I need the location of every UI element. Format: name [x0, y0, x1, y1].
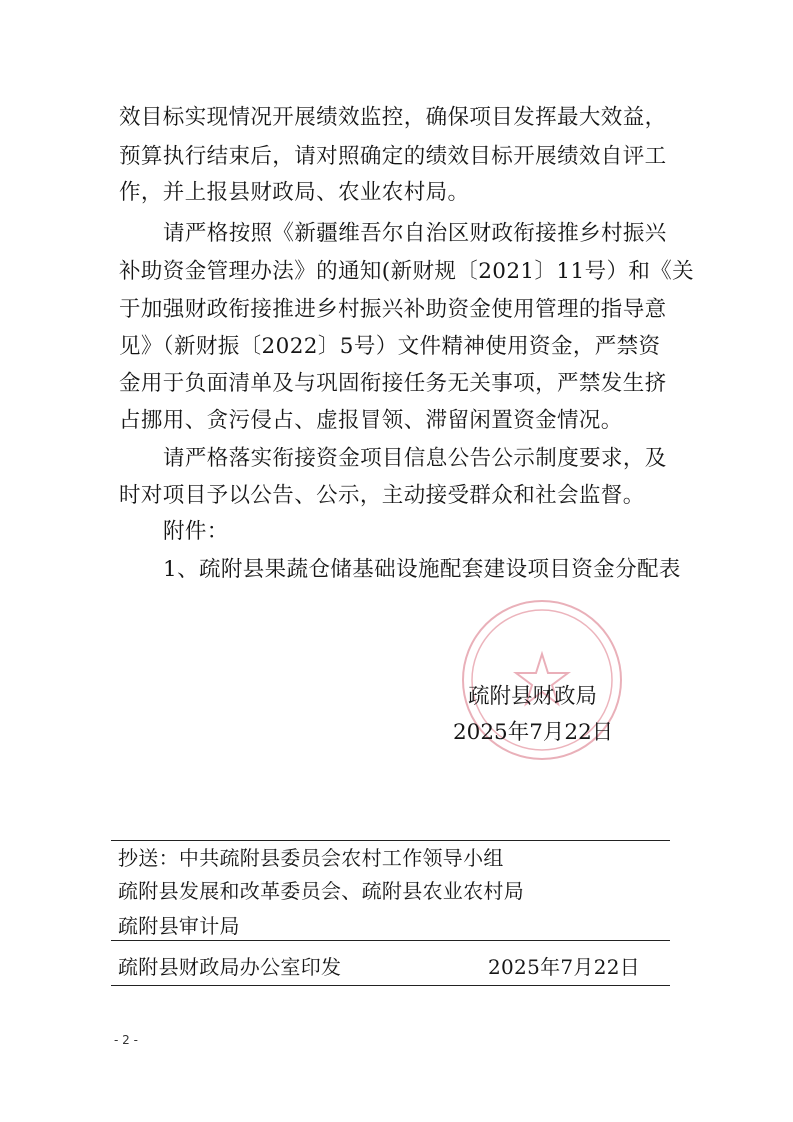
cc-line-1: 抄送：中共疏附县委员会农村工作领导小组 — [118, 846, 504, 870]
body-line-5: 补助资金管理办法》的通知(新财规〔2021〕11号）和《关 — [119, 259, 695, 284]
footer-rule-bottom — [111, 985, 670, 986]
body-line-4: 请严格按照《新疆维吾尔自治区财政衔接推乡村振兴 — [163, 221, 667, 246]
cc-line-3: 疏附县审计局 — [118, 914, 240, 938]
printed-by: 疏附县财政局办公室印发 — [118, 955, 342, 979]
footer-rule-mid — [111, 940, 670, 941]
body-line-2: 预算执行结束后，请对照确定的绩效目标开展绩效自评工 — [119, 144, 667, 169]
body-line-3: 作，并上报县财政局、农业农村局。 — [119, 180, 470, 205]
body-line-11: 时对项目予以公告、公示，主动接受群众和社会监督。 — [119, 483, 645, 508]
issue-date: 2025年7月22日 — [453, 720, 614, 745]
cc-line-2: 疏附县发展和改革委员会、疏附县农业农村局 — [118, 879, 524, 903]
body-line-8: 金用于负面清单及与巩固衔接任务无关事项，严禁发生挤 — [119, 371, 667, 396]
body-line-7: 见》（新财振〔2022〕5号）文件精神使用资金，严禁资 — [119, 334, 661, 359]
body-line-1: 效目标实现情况开展绩效监控，确保项目发挥最大效益， — [119, 105, 667, 130]
body-line-6: 于加强财政衔接推进乡村振兴补助资金使用管理的指导意 — [119, 297, 667, 322]
footer-rule-top — [111, 840, 670, 841]
body-line-9: 占挪用、贪污侵占、虚报冒领、滞留闲置资金情况。 — [119, 408, 623, 433]
body-line-10: 请严格落实衔接资金项目信息公告公示制度要求，及 — [163, 446, 667, 471]
printed-date: 2025年7月22日 — [488, 955, 641, 979]
issuer-name: 疏附县财政局 — [468, 684, 598, 709]
page-number: - 2 - — [114, 1033, 138, 1047]
attachment-item: 1、疏附县果蔬仓储基础设施配套建设项目资金分配表 — [163, 557, 681, 582]
attachment-label: 附件： — [163, 519, 229, 544]
